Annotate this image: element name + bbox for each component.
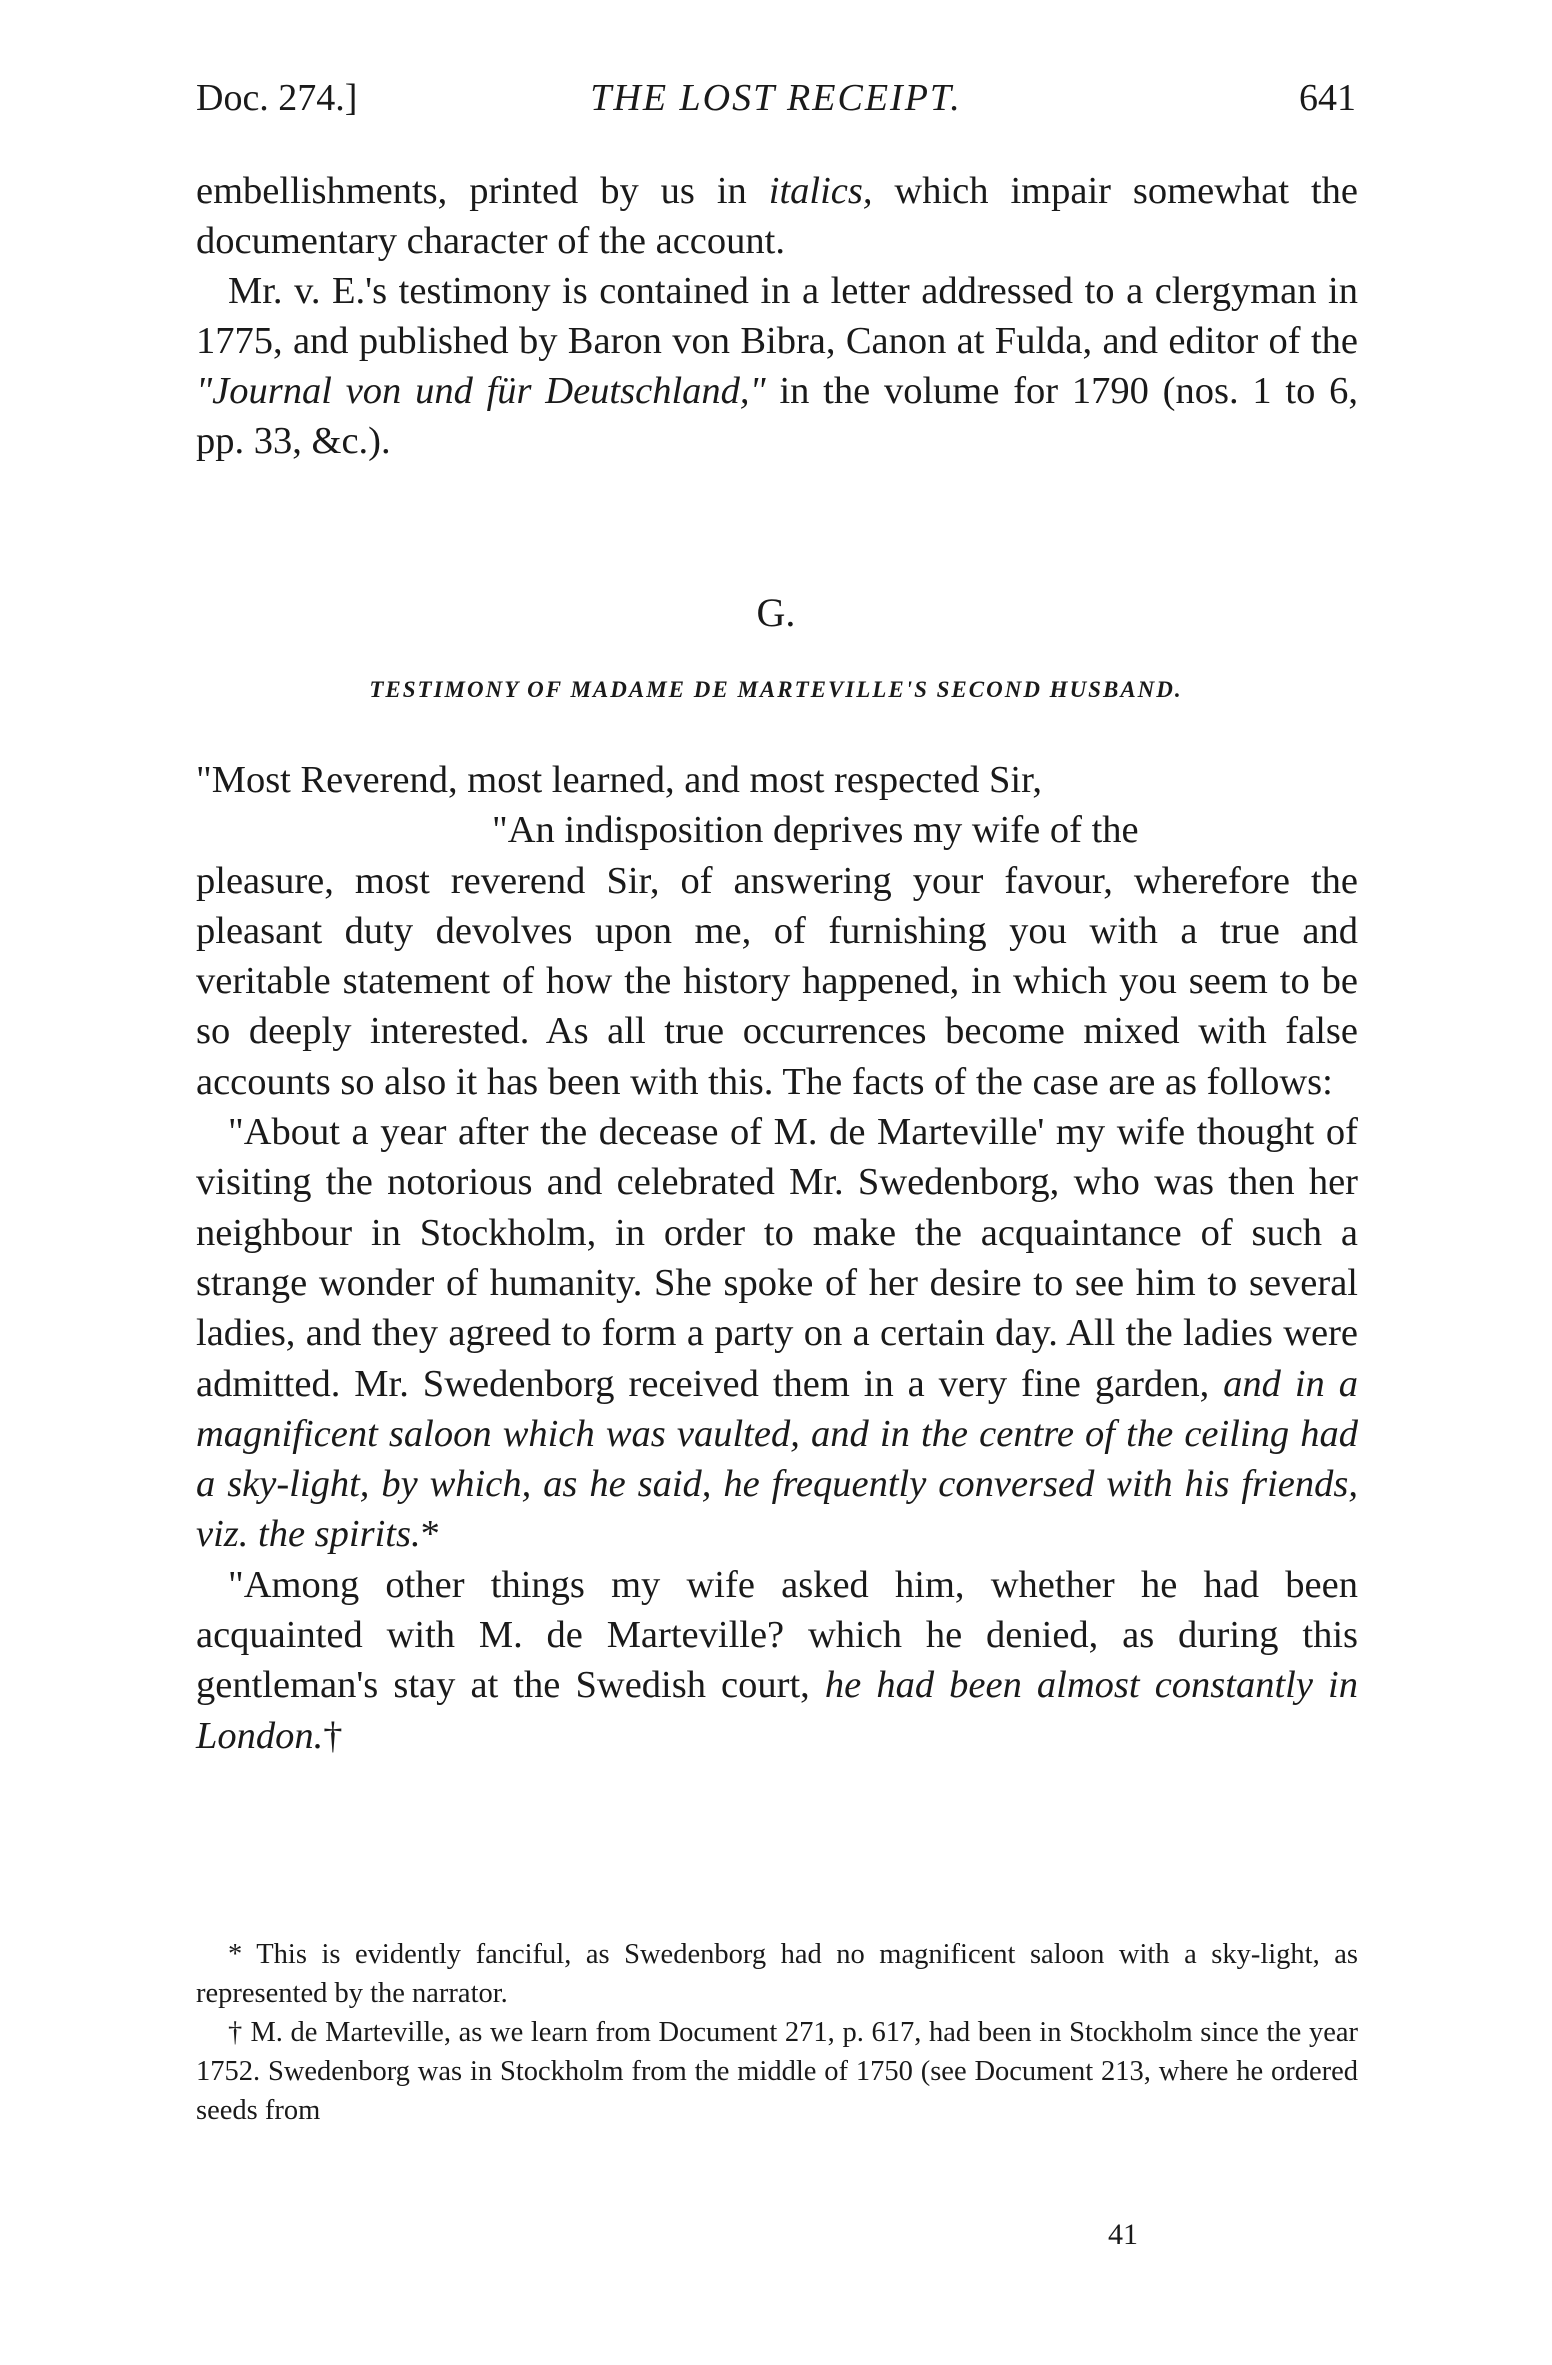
footnote-2: † M. de Marteville, as we learn from Document 271, p. 617, had been in Stockholm since the year 1752. Swedenborg was in Stockholm from the middle of 1750 (see Document 213, where he ordered seeds from (196, 2017, 1358, 2126)
section-letter: G. (756, 590, 796, 635)
running-head (196, 68, 1356, 128)
footnotes (196, 1935, 1358, 2130)
intro-p1-text: embellishments, printed by us in (196, 170, 769, 212)
page-number: 641 (1299, 77, 1356, 119)
letter-paragraph-2 (196, 1107, 1358, 1560)
letter-p3-text: "Among other things my wife asked him, whether he had been acquainted with M. de Marteville? which he denied, as during this gentleman's stay at the Swedish court, (196, 1563, 1358, 1707)
intro-text (196, 166, 1358, 466)
running-title: THE LOST RECEIPT. (590, 77, 962, 119)
intro-p1-italic: italics, (768, 170, 873, 212)
letter-paragraph-1: pleasure, most reverend Sir, of answering your favour, wherefore the pleasant duty devolves upon me, of furnishing you with a true and veritable statement of how the history happened, in which you seem to be so deeply interested. As all true occurrences become mixed with false accounts so also it has been with this. The facts of the case are as follows: (196, 859, 1358, 1103)
intro-p2-text: Mr. v. E.'s testimony is contained in a letter addressed to a clergyman in 1775, and published by Baron von Bibra, Canon at Fulda, and editor of the (196, 270, 1358, 362)
section-heading: TESTIMONY OF MADAME DE MARTEVILLE'S SECOND HUSBAND. (369, 677, 1183, 702)
footnote-mark-asterisk: * (420, 1513, 440, 1556)
signature-mark: 41 (1108, 2218, 1138, 2251)
letter-salutation: "Most Reverend, most learned, and most respected Sir, (196, 759, 1043, 801)
letter-p2-text: "About a year after the decease of M. de Marteville' my wife thought of visiting the notorious and celebrated Mr. Swedenborg, who was then her neighbour in Stockholm, in order to make the acquaintance of such a strange wonder of humanity. She spoke of her desire to see him to several ladies, and they agreed to form a party on a certain day. All the ladies were admitted. Mr. Swedenborg received them in a very fine garden, (196, 1111, 1358, 1405)
footnote-1: * This is evidently fanciful, as Swedenborg had no magnificent saloon with a sky-light, as represented by the narrator. (196, 1939, 1358, 2009)
letter-text (196, 755, 1358, 1761)
intro-p2-text-end: in the volume for 1790 (nos. 1 to 6, pp. 33, &c.). (196, 370, 1358, 462)
letter-paragraph-1-start: "An indisposition deprives my wife of the (492, 809, 1139, 852)
intro-p1-text-end: which impair somewhat the documentary character of the account. (196, 170, 1358, 262)
intro-paragraph-1 (196, 166, 1358, 266)
journal-title: "Journal von und für Deutschland," (196, 370, 766, 412)
intro-paragraph-2 (196, 266, 1358, 466)
letter-p2-italic: and in a magnificent saloon which was vaulted, and in the centre of the ceiling had a sky-light, by which, as he said, he frequently conversed with his friends, viz. the spirits. (196, 1362, 1358, 1556)
letter-paragraph-3 (196, 1560, 1358, 1761)
letter-p3-italic: he had been almost constantly in London. (196, 1664, 1358, 1757)
document-reference: Doc. 274.] (196, 77, 358, 119)
footnote-mark-dagger: † (323, 1714, 343, 1757)
